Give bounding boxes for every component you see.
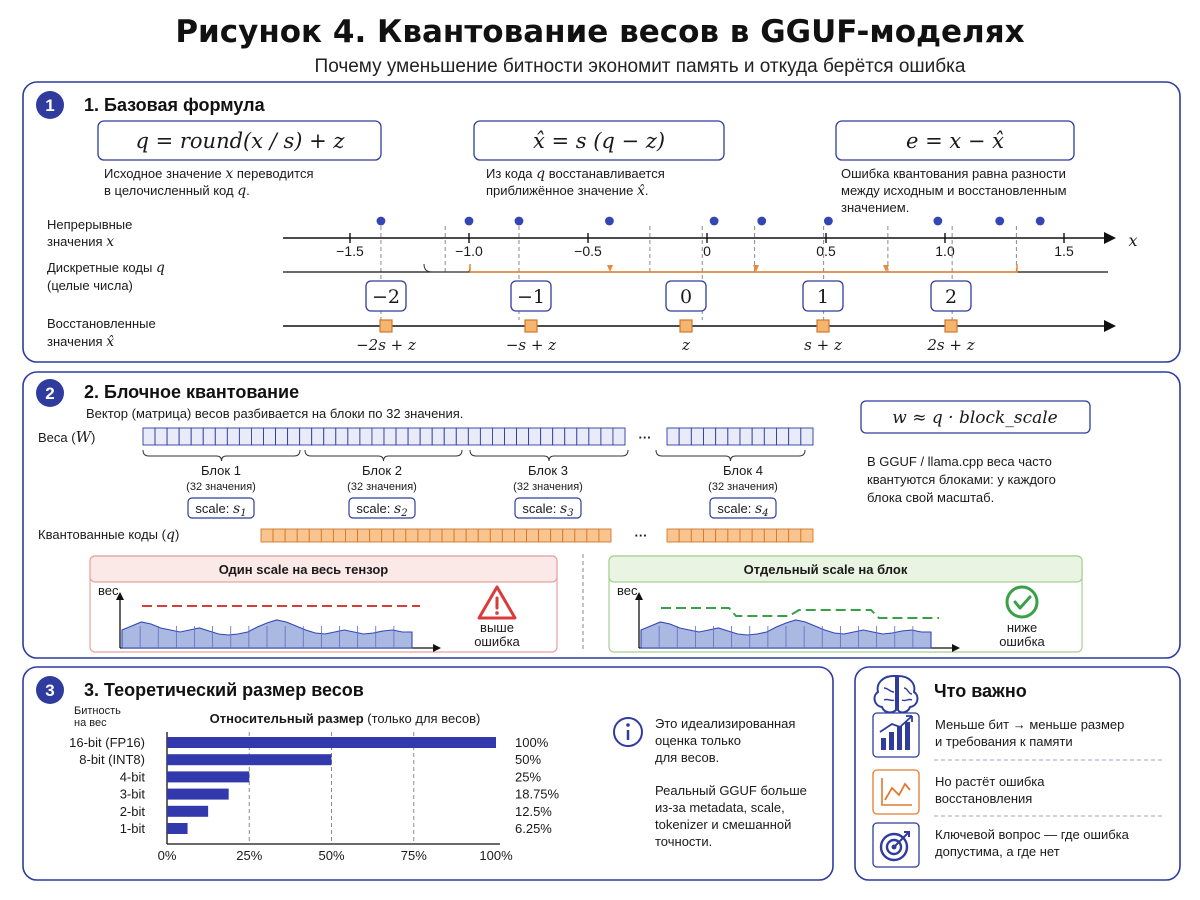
weight-cell-26 <box>444 428 456 445</box>
x-axis-tick-label-3: 0 <box>703 243 711 259</box>
x-axis-tick-label-2: −0.5 <box>574 243 602 259</box>
code-cell-13 <box>406 529 418 542</box>
row-label-continuous-2-seg-0: значения <box>47 234 107 249</box>
formula-desc-1-line-2-seg-0: в целочисленный код <box>104 183 238 198</box>
codes-row-label <box>38 527 179 543</box>
formula-desc-1-line-1 <box>104 166 314 182</box>
important-title: Что важно <box>934 681 1027 701</box>
block-count-1: (32 значения) <box>186 481 256 493</box>
code-cell-19 <box>478 529 490 542</box>
recon-square-2 <box>525 320 537 332</box>
info-text-b-line-3: tokenizer и смешанной <box>655 817 792 832</box>
code-value-5: 2 <box>944 286 958 308</box>
continuous-value-dot-5 <box>710 217 719 226</box>
code-cell-12 <box>394 529 406 542</box>
weight-cell-47 <box>740 428 752 445</box>
formula-desc-1-line-1-seg-2: переводится <box>233 166 314 181</box>
code-cell-15 <box>430 529 442 542</box>
block-note-line-2: квантуются блоками: у каждого <box>867 472 1056 487</box>
chart-title-note: (только для весов) <box>363 711 481 726</box>
chart-bar-1 <box>167 737 496 748</box>
block-name-2: Блок 2 <box>362 463 402 478</box>
code-cell-17 <box>454 529 466 542</box>
formula-desc-2-line-2 <box>486 183 649 199</box>
section3-badge-number: 3 <box>45 681 55 700</box>
weights-row-label-seg-0: Веса ( <box>38 430 76 445</box>
weights-row-label-seg-2: ) <box>91 430 96 445</box>
info-text-a-line-3: для весов. <box>655 750 720 765</box>
weight-cell-27 <box>456 428 468 445</box>
code-cell-14 <box>418 529 430 542</box>
weight-cell-32 <box>517 428 529 445</box>
continuous-value-dot-1 <box>377 217 386 226</box>
block-scale-sub-4: 4 <box>762 508 769 519</box>
recon-square-4 <box>817 320 829 332</box>
weights-row-label-seg-1: W <box>75 428 91 446</box>
info-circle-icon <box>614 718 642 746</box>
continuous-value-dot-7 <box>824 217 833 226</box>
code-cell-39 <box>777 529 789 542</box>
weight-cell-22 <box>396 428 408 445</box>
codes-row-label-seg-0: Квантованные коды ( <box>38 527 166 542</box>
continuous-value-dot-2 <box>465 217 474 226</box>
formula-text-1: q = round(x / s) + z <box>135 129 345 153</box>
weight-cell-3 <box>167 428 179 445</box>
block-note-line-1: В GGUF / llama.cpp веса часто <box>867 454 1052 469</box>
x-axis-tick-label-6: 1.5 <box>1054 243 1074 259</box>
row-label-recon-1-seg-0: Восстановленные <box>47 316 156 331</box>
bar-chart-bar-4 <box>905 722 910 750</box>
row-label-recon-1 <box>47 316 156 331</box>
codes-ellipsis: ··· <box>634 528 648 543</box>
code-cell-11 <box>382 529 394 542</box>
important-item-3-line-1: Ключевой вопрос — где ошибка <box>935 827 1129 842</box>
code-cell-5 <box>309 529 321 542</box>
formula-desc-1-line-2-seg-2: . <box>246 183 250 198</box>
code-cell-2 <box>273 529 285 542</box>
weight-cell-7 <box>215 428 227 445</box>
block-name-3: Блок 3 <box>528 463 568 478</box>
code-cell-34 <box>716 529 728 542</box>
formula-desc-2-line-1-seg-2: восстанавливается <box>545 166 665 181</box>
weight-cell-38 <box>589 428 601 445</box>
chart-value-label-3: 25% <box>515 769 542 785</box>
row-label-codes-2 <box>47 278 133 293</box>
weight-cell-35 <box>553 428 565 445</box>
recon-label-5: 2s + z <box>927 336 975 354</box>
code-cell-40 <box>789 529 801 542</box>
chart-category-label-6: 1-bit <box>119 821 145 836</box>
info-text-a-line-1: Это идеализированная <box>655 716 796 731</box>
weight-cell-6 <box>203 428 215 445</box>
weight-cell-21 <box>384 428 396 445</box>
info-text-a-line-2: оценка только <box>655 733 741 748</box>
recon-label-4: s + z <box>804 336 842 354</box>
continuous-value-dot-10 <box>1036 217 1045 226</box>
check-circle-icon <box>1007 587 1037 617</box>
weight-cell-36 <box>565 428 577 445</box>
section1-title: 1. Базовая формула <box>84 95 265 115</box>
weight-cell-37 <box>577 428 589 445</box>
block-scale-sub-1: 1 <box>240 508 247 519</box>
block-count-3: (32 значения) <box>513 481 583 493</box>
row-label-recon-2-seg-0: значения <box>47 334 107 349</box>
code-cell-41 <box>801 529 813 542</box>
block-name-4: Блок 4 <box>723 463 763 478</box>
code-cell-4 <box>297 529 309 542</box>
chart-category-label-5: 2-bit <box>119 803 145 819</box>
chart-title <box>210 711 481 726</box>
chart-value-label-5: 12.5% <box>515 803 552 819</box>
continuous-value-dot-3 <box>515 217 524 226</box>
code-cell-29 <box>599 529 611 542</box>
code-value-4: 1 <box>816 286 830 308</box>
chart-ylabel-line-1: Битность <box>74 705 121 717</box>
bar-chart-bar-1 <box>881 738 886 750</box>
code-cell-6 <box>321 529 333 542</box>
x-axis-tick-label-5: 1.0 <box>935 243 955 259</box>
chart-category-label-2: 8-bit (INT8) <box>79 752 145 768</box>
weight-cell-5 <box>191 428 203 445</box>
block-count-2: (32 значения) <box>347 481 417 493</box>
code-cell-24 <box>539 529 551 542</box>
section1-badge-number: 1 <box>45 96 55 115</box>
code-cell-33 <box>704 529 716 542</box>
formula-desc-3-line-2 <box>841 183 1067 198</box>
chart-value-label-2: 50% <box>515 752 542 768</box>
info-dot <box>626 723 630 727</box>
compare-card-title-2: Отдельный scale на блок <box>743 562 908 577</box>
section2-title: 2. Блочное квантование <box>84 382 300 402</box>
formula-desc-3-line-1 <box>841 166 1066 181</box>
important-item-3-line-2: допустима, а где нет <box>935 844 1060 859</box>
block-scale-word-1: scale: <box>195 501 234 516</box>
weight-cell-20 <box>372 428 384 445</box>
chart-ylabel-line-2: на вес <box>74 717 107 729</box>
weight-cell-46 <box>728 428 740 445</box>
continuous-value-dot-8 <box>933 217 942 226</box>
weight-cell-14 <box>300 428 312 445</box>
formula-desc-1-line-1-seg-0: Исходное значение <box>104 166 226 181</box>
continuous-value-dot-4 <box>605 217 614 226</box>
important-item-2-line-2: восстановления <box>935 791 1033 806</box>
x-axis-tick-label-4: 0.5 <box>816 243 836 259</box>
compare-result-1-line-1: выше <box>480 620 514 635</box>
codes-row-label-seg-2: ) <box>174 527 180 542</box>
block-scale-sub-2: 2 <box>401 508 408 519</box>
formula-desc-1-line-2-seg-1: q <box>237 183 247 199</box>
code-cell-26 <box>563 529 575 542</box>
code-cell-22 <box>514 529 526 542</box>
chart-category-label-4: 3-bit <box>119 786 145 802</box>
code-cell-32 <box>691 529 703 542</box>
formula-desc-2-line-1-seg-1: q <box>536 166 546 182</box>
formula-text-2: x̂ = s (q − z) <box>532 129 666 153</box>
row-label-recon-2-seg-1: x̂ <box>106 334 115 350</box>
row-label-continuous-1 <box>47 217 132 232</box>
compare-result-2-line-2: ошибка <box>999 634 1045 649</box>
block-note-line-3: блока свой масштаб. <box>867 490 995 505</box>
formula-desc-3-line-3-seg-0: значением. <box>841 200 910 215</box>
code-cell-23 <box>527 529 539 542</box>
weight-cell-15 <box>312 428 324 445</box>
weight-cell-44 <box>704 428 716 445</box>
chart-x-tick-label-4: 100% <box>479 848 513 863</box>
compare-axis-label-2: вес <box>617 583 638 598</box>
chart-category-label-3: 4-bit <box>119 769 145 785</box>
code-cell-21 <box>502 529 514 542</box>
section3-title: 3. Теоретический размер весов <box>84 680 364 700</box>
info-text-b-line-2: из-за metadata, scale, <box>655 800 785 815</box>
code-cell-30 <box>667 529 679 542</box>
block-scale-sub-3: 3 <box>567 508 574 519</box>
block-scale-word-4: scale: <box>717 501 756 516</box>
compare-card-title-1: Один scale на весь тензор <box>218 562 389 577</box>
formula-desc-1-line-2 <box>104 183 250 199</box>
chart-title-main: Относительный размер <box>209 711 364 726</box>
info-text-b-line-1: Реальный GGUF больше <box>655 783 807 798</box>
code-cell-35 <box>728 529 740 542</box>
weight-cell-2 <box>155 428 167 445</box>
chart-category-label-1: 16-bit (FP16) <box>69 735 145 750</box>
section2-badge-number: 2 <box>45 384 55 403</box>
code-cell-20 <box>490 529 502 542</box>
weight-cell-30 <box>492 428 504 445</box>
block-name-1: Блок 1 <box>201 463 241 478</box>
formula-desc-3-line-3 <box>841 200 909 215</box>
code-cell-31 <box>679 529 691 542</box>
chart-x-tick-label-2: 50% <box>318 848 345 863</box>
weight-cell-19 <box>360 428 372 445</box>
weight-cell-34 <box>541 428 553 445</box>
row-label-codes-1-seg-1: q <box>155 260 165 276</box>
info-text-b-line-4: точности. <box>655 834 713 849</box>
formula-desc-2-line-1-seg-0: Из кода <box>486 166 537 181</box>
code-cell-36 <box>740 529 752 542</box>
weights-row-label <box>38 428 95 446</box>
bar-chart-bar-3 <box>897 726 902 750</box>
weight-cell-23 <box>408 428 420 445</box>
recon-label-3: z <box>682 336 690 354</box>
recon-label-1: −2s + z <box>356 336 416 354</box>
formula-desc-2-line-1 <box>486 166 665 182</box>
weight-cell-39 <box>601 428 613 445</box>
weight-cell-29 <box>480 428 492 445</box>
code-cell-8 <box>345 529 357 542</box>
row-label-codes-2-seg-0: (целые числа) <box>47 278 133 293</box>
warning-exclamation-dot <box>495 611 499 615</box>
chart-value-label-6: 6.25% <box>515 821 552 836</box>
code-cell-25 <box>551 529 563 542</box>
block-scale-var-2: s <box>394 501 402 517</box>
code-cell-37 <box>752 529 764 542</box>
weight-cell-17 <box>336 428 348 445</box>
section2-intro: Вектор (матрица) весов разбивается на блоки по 32 значения. <box>86 406 464 421</box>
compare-result-1-line-2: ошибка <box>474 634 520 649</box>
weight-cell-16 <box>324 428 336 445</box>
chart-bar-2 <box>167 754 332 765</box>
weight-cell-24 <box>420 428 432 445</box>
page-title: Рисунок 4. Квантование весов в GGUF-моделях <box>175 14 1025 50</box>
bar-chart-bar-2 <box>889 732 894 750</box>
weight-cell-13 <box>288 428 300 445</box>
formula-desc-3-line-1-seg-0: Ошибка квантования равна разности <box>841 166 1066 181</box>
weight-cell-49 <box>764 428 776 445</box>
formula-desc-2-line-2-seg-2: . <box>644 183 649 198</box>
code-cell-3 <box>285 529 297 542</box>
weight-cell-40 <box>613 428 625 445</box>
code-cell-38 <box>764 529 776 542</box>
compare-axis-label-1: вес <box>98 583 119 598</box>
recon-square-5 <box>945 320 957 332</box>
weight-cell-48 <box>752 428 764 445</box>
chart-bar-6 <box>167 823 188 834</box>
code-cell-1 <box>261 529 273 542</box>
formula-desc-3-line-2-seg-0: между исходным и восстановленным <box>841 183 1067 198</box>
code-cell-27 <box>575 529 587 542</box>
weight-cell-43 <box>691 428 703 445</box>
important-item-2-line-1: Но растёт ошибка <box>935 774 1045 789</box>
row-label-continuous-2-seg-1: x <box>106 234 115 250</box>
codes-row-label-seg-1: q <box>165 527 175 543</box>
block-scale-word-3: scale: <box>522 501 561 516</box>
continuous-value-dot-6 <box>757 217 766 226</box>
chart-bar-5 <box>167 806 208 817</box>
recon-square-3 <box>680 320 692 332</box>
code-cell-7 <box>333 529 345 542</box>
weight-cell-18 <box>348 428 360 445</box>
continuous-value-dot-9 <box>995 217 1004 226</box>
chart-value-label-1: 100% <box>515 735 549 750</box>
code-value-1: −2 <box>371 286 401 308</box>
code-cell-10 <box>370 529 382 542</box>
formula-text-3: e = x − x̂ <box>905 129 1005 153</box>
row-label-continuous-1-seg-0: Непрерывные <box>47 217 133 232</box>
weight-cell-45 <box>716 428 728 445</box>
x-axis-tick-label-1: −1.0 <box>455 243 483 259</box>
row-label-codes-1 <box>47 260 165 276</box>
block-formula-text: w ≈ q · block_scale <box>892 408 1058 428</box>
weight-cell-50 <box>777 428 789 445</box>
recon-label-2: −s + z <box>505 336 557 354</box>
chart-value-label-4: 18.75% <box>515 786 560 802</box>
weight-cell-9 <box>239 428 251 445</box>
important-item-1-line-2: и требования к памяти <box>935 734 1073 749</box>
block-scale-var-3: s <box>560 501 568 517</box>
x-axis-tick-label-0: −1.5 <box>336 243 364 259</box>
weight-cell-41 <box>667 428 679 445</box>
weight-cell-25 <box>432 428 444 445</box>
row-label-continuous-2 <box>47 234 114 250</box>
row-label-codes-1-seg-0: Дискретные коды <box>47 260 156 275</box>
block-scale-var-1: s <box>233 501 241 517</box>
weight-cell-28 <box>468 428 480 445</box>
block-scale-var-4: s <box>755 501 763 517</box>
compare-result-2-line-1: ниже <box>1006 620 1038 635</box>
row-label-recon-2 <box>47 334 114 350</box>
weight-cell-51 <box>789 428 801 445</box>
recon-square-1 <box>380 320 392 332</box>
code-value-3: 0 <box>679 286 693 308</box>
chart-x-tick-label-0: 0% <box>157 848 177 863</box>
chart-bar-4 <box>167 789 229 800</box>
code-cell-9 <box>358 529 370 542</box>
chart-x-tick-label-1: 25% <box>236 848 263 863</box>
chart-x-tick-label-3: 75% <box>400 848 427 863</box>
x-axis-label: x <box>1128 231 1138 250</box>
formula-desc-1-line-1-seg-1: x <box>225 166 234 182</box>
formula-desc-2-line-2-seg-1: x̂ <box>636 183 645 199</box>
important-item-1-line-1: Меньше бит → меньше размер <box>935 717 1125 732</box>
code-cell-28 <box>587 529 599 542</box>
page-subtitle: Почему уменьшение битности экономит память и откуда берётся ошибка <box>314 56 966 77</box>
block-scale-word-2: scale: <box>356 501 395 516</box>
check-circle-ring <box>1007 587 1037 617</box>
weight-cell-31 <box>505 428 517 445</box>
weights-ellipsis: ··· <box>638 430 652 445</box>
weight-cell-10 <box>251 428 263 445</box>
code-value-2: −1 <box>516 286 546 308</box>
weight-cell-42 <box>679 428 691 445</box>
chart-bar-3 <box>167 771 249 782</box>
code-cell-16 <box>442 529 454 542</box>
weight-cell-11 <box>264 428 276 445</box>
code-cell-18 <box>466 529 478 542</box>
weight-cell-12 <box>276 428 288 445</box>
formula-desc-2-line-2-seg-0: приближённое значение <box>486 183 637 198</box>
weight-cell-4 <box>179 428 191 445</box>
weight-cell-52 <box>801 428 813 445</box>
block-count-4: (32 значения) <box>708 481 778 493</box>
weight-cell-8 <box>227 428 239 445</box>
weight-cell-1 <box>143 428 155 445</box>
weight-cell-33 <box>529 428 541 445</box>
